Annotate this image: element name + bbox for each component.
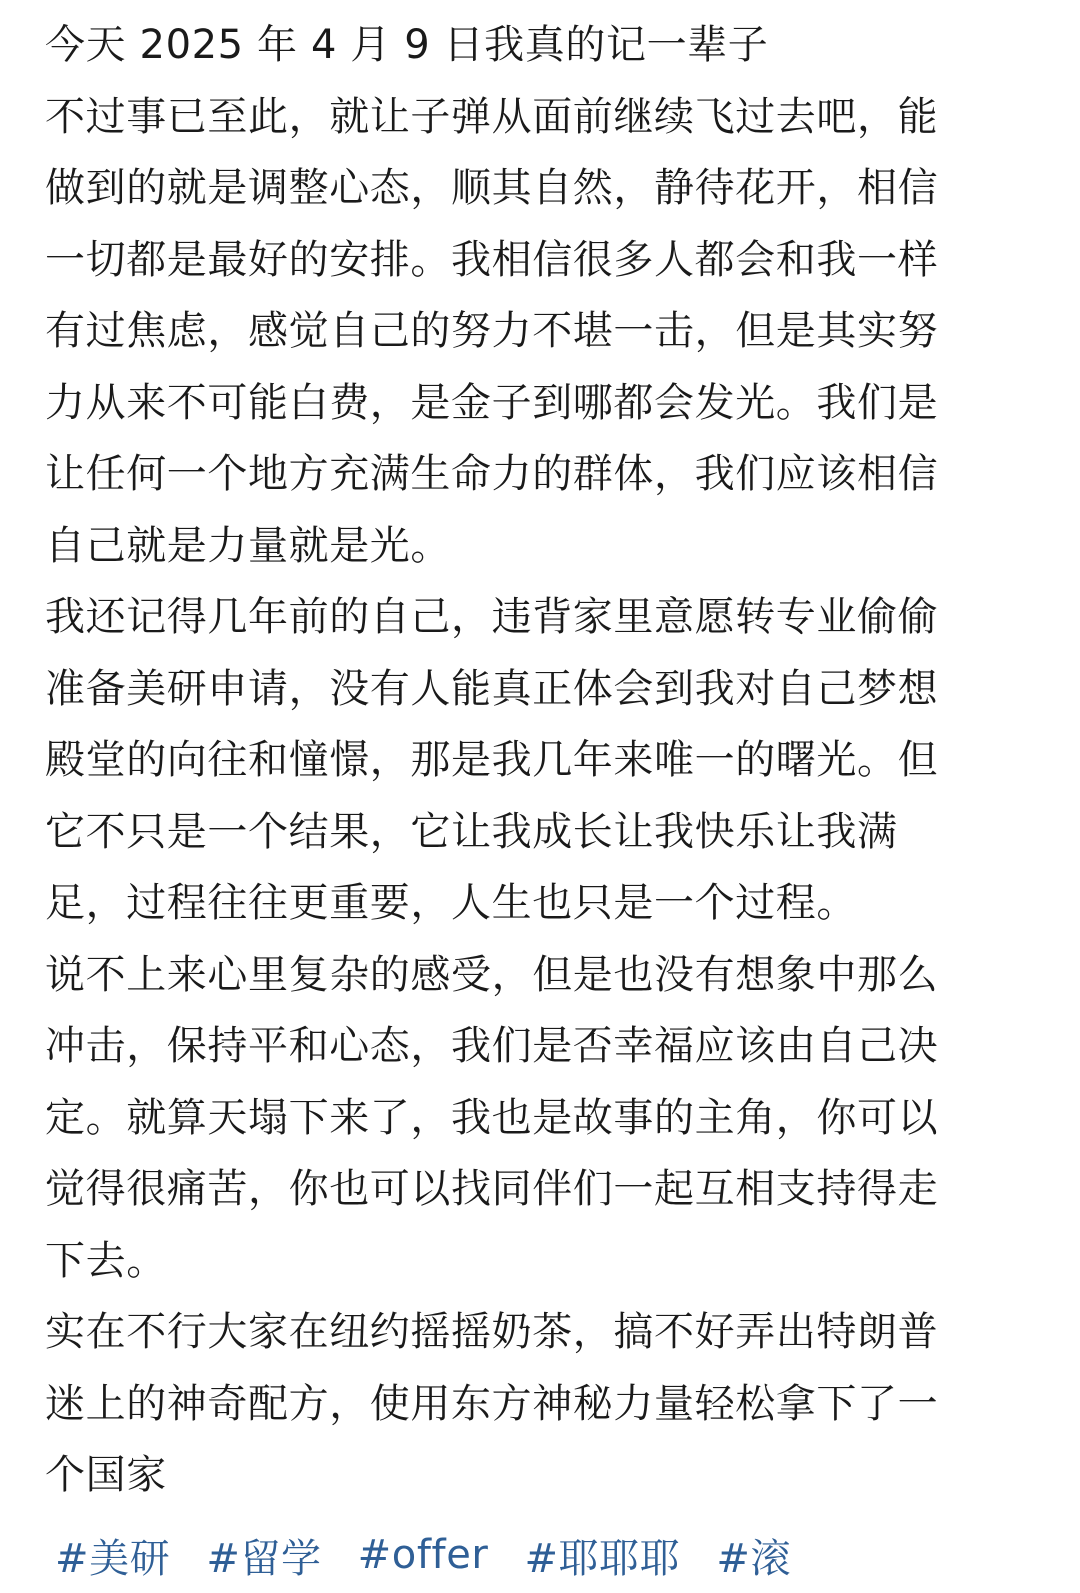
post-text-line: 迷上的神奇配方，使用东方神秘力量轻松拿下了一	[45, 1380, 939, 1427]
post-text-line: 我还记得几年前的自己，违背家里意愿转专业偷偷	[45, 594, 939, 640]
post-text-line: 实在不行大家在纽约摇摇奶茶，搞不好弄出特朗普	[45, 1309, 939, 1355]
hashtag-link[interactable]: #美研	[55, 1535, 171, 1582]
post-text-line: 冲击，保持平和心态，我们是否幸福应该由自己决	[45, 1023, 939, 1069]
post-text-line: 一切都是最好的安排。我相信很多人都会和我一样	[45, 236, 939, 283]
post-text-line: 下去。	[45, 1237, 167, 1284]
post-text-line: 今天 2025 年 4 月 9 日我真的记一辈子	[45, 22, 769, 68]
post-text-line: 觉得很痛苦，你也可以找同伴们一起互相支持得走	[45, 1166, 939, 1212]
hashtag-link[interactable]: #offer	[357, 1532, 489, 1579]
post-text-line: 定。就算天塌下来了，我也是故事的主角，你可以	[45, 1094, 939, 1141]
hashtag-list	[55, 1520, 1045, 1592]
post-text-line: 殿堂的向往和憧憬，那是我几年来唯一的曙光。但	[45, 737, 939, 783]
post-text-line: 准备美研申请，没有人能真正体会到我对自己梦想	[45, 665, 939, 712]
hashtag-link[interactable]: #留学	[206, 1535, 322, 1582]
post-text-line: 有过焦虑，感觉自己的努力不堪一击，但是其实努	[45, 308, 939, 354]
post-text-line: 让任何一个地方充满生命力的群体，我们应该相信	[45, 451, 939, 497]
post-text-line: 不过事已至此，就让子弹从面前继续飞过去吧，能	[45, 93, 939, 140]
post-body	[45, 10, 1045, 1591]
hashtag-link[interactable]: #耶耶耶	[524, 1535, 681, 1582]
post-text-line: 力从来不可能白费，是金子到哪都会发光。我们是	[45, 379, 939, 426]
post-text-line: 做到的就是调整心态，顺其自然，静待花开，相信	[45, 165, 939, 211]
hashtag-link[interactable]: #滚	[716, 1535, 792, 1582]
post-text-line: 自己就是力量就是光。	[45, 522, 451, 569]
post-text-line: 它不只是一个结果，它让我成长让我快乐让我满	[45, 808, 898, 855]
post-text-line: 个国家	[45, 1452, 167, 1498]
post-text-line: 足，过程往往更重要，人生也只是一个过程。	[45, 880, 857, 926]
post-text-line: 说不上来心里复杂的感受，但是也没有想象中那么	[45, 951, 939, 998]
